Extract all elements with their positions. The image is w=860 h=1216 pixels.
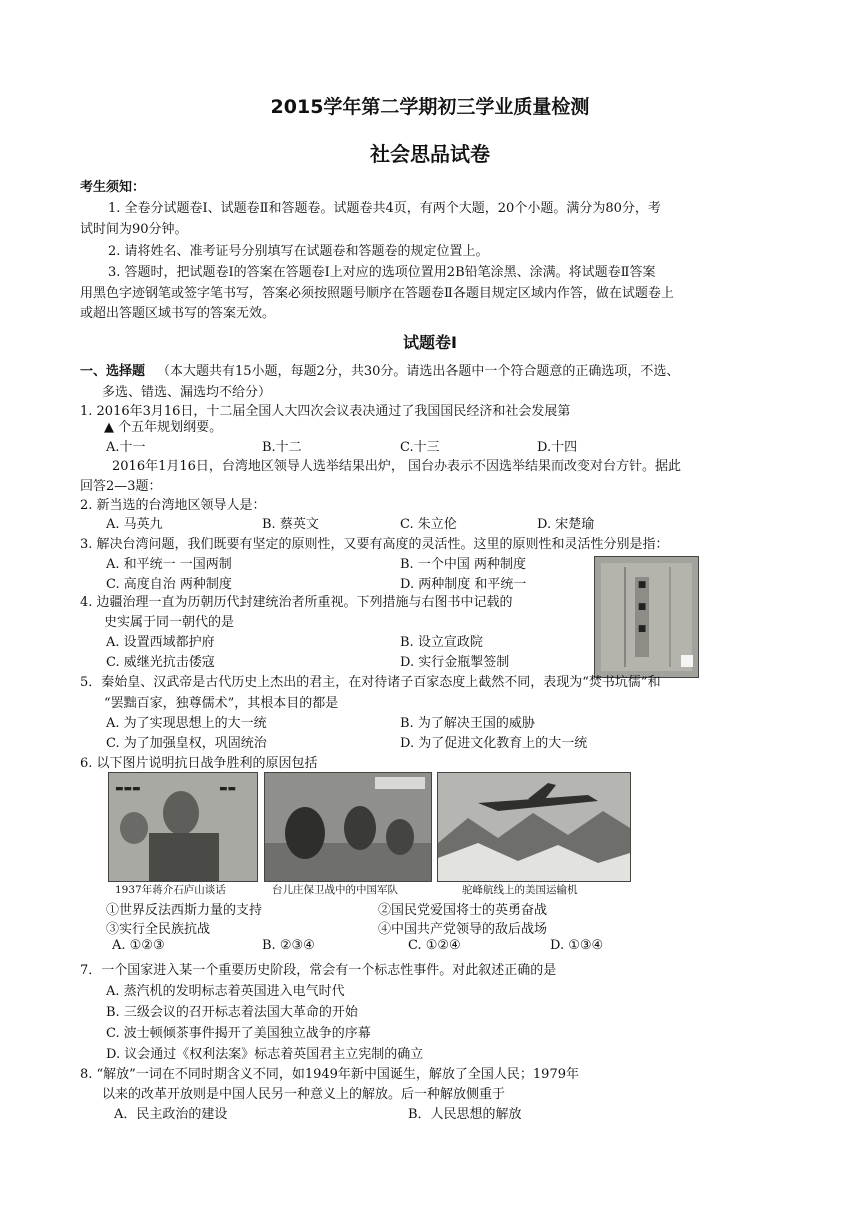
photo-taierzhuang-graphic bbox=[265, 773, 431, 881]
q8-option-a: A．民主政治的建设 bbox=[114, 1107, 228, 1122]
notice-item-3-cont: 用黑色字迹钢笔或签字笔书写，答案必须按照题号顺序在答题卷Ⅱ各题目规定区域内作答，做在试题卷上 bbox=[80, 286, 674, 301]
q6-stem: 6. 以下图片说明抗日战争胜利的原因包括 bbox=[80, 756, 318, 771]
q8-stem: 8. “解放”一词在不同时期含义不同，如1949年新中国诞生，解放了全国人民；1979年 bbox=[80, 1067, 579, 1082]
q2-option-c: C. 朱立伦 bbox=[400, 517, 457, 532]
q7-option-c: C. 波士顿倾茶事件揭开了美国独立战争的序幕 bbox=[106, 1026, 371, 1041]
material-line-2: 回答2—3题： bbox=[80, 479, 162, 494]
q4-option-d: D. 实行金瓶掣签制 bbox=[400, 655, 510, 670]
q6-option-c: C. ①②④ bbox=[408, 938, 461, 953]
q6-item-2: ②国民党爱国将士的英勇奋战 bbox=[378, 903, 548, 918]
part1-desc: （本大题共有15小题，每题2分，共30分。请选出各题中一个符合题意的正确选项，不选、 bbox=[157, 364, 680, 379]
q3-stem: 3. 解决台湾问题，我们既要有坚定的原则性，又要有高度的灵活性。这里的原则性和灵活性分别是指： bbox=[80, 537, 669, 552]
q1-option-b: B.十二 bbox=[262, 440, 302, 455]
q5-stem-cont: “罢黜百家，独尊儒术”，其根本目的都是 bbox=[104, 696, 339, 711]
photo-hump-graphic bbox=[438, 773, 630, 881]
notice-item-1: 1. 全卷分试题卷Ⅰ、试题卷Ⅱ和答题卷。试题卷共4页，有两个大题，20个小题。满分为80分，考 bbox=[108, 201, 661, 216]
q7-option-d: D. 议会通过《权利法案》标志着英国君主立宪制的确立 bbox=[106, 1047, 424, 1062]
svg-text:■: ■ bbox=[637, 602, 647, 612]
q2-option-a: A. 马英九 bbox=[106, 517, 163, 532]
page-subtitle: 社会思品试卷 bbox=[370, 142, 490, 166]
notice-item-1-cont: 试时间为90分钟。 bbox=[80, 222, 188, 237]
q1-stem: 1. 2016年3月16日，十二届全国人大四次会议表决通过了我国国民经济和社会发展第 bbox=[80, 404, 571, 419]
q1-option-a: A.十一 bbox=[106, 440, 146, 455]
q3-option-a: A. 和平统一 一国两制 bbox=[106, 557, 232, 572]
photo-caption-3: 驼峰航线上的美国运输机 bbox=[462, 884, 578, 896]
q6-option-d: D. ①③④ bbox=[550, 938, 604, 953]
part1-label: 一、选择题 bbox=[80, 364, 146, 379]
svg-text:■: ■ bbox=[637, 624, 647, 634]
part1-desc-cont: 多选、错选、漏选均不给分） bbox=[102, 385, 272, 400]
photo-hump-route bbox=[437, 772, 631, 882]
photo-taierzhuang bbox=[264, 772, 432, 882]
photo-caption-2: 台儿庄保卫战中的中国军队 bbox=[272, 884, 398, 896]
svg-text:▬▬: ▬▬ bbox=[219, 784, 237, 794]
photo-chiang-graphic bbox=[109, 773, 257, 881]
section-title: 试题卷Ⅰ bbox=[403, 333, 457, 352]
q4-option-a: A. 设置西域都护府 bbox=[106, 635, 215, 650]
notice-item-3-cont2: 或超出答题区域书写的答案无效。 bbox=[80, 306, 276, 321]
q1-option-d: D.十四 bbox=[537, 440, 578, 455]
q4-option-c: C. 威继光抗击倭寇 bbox=[106, 655, 215, 670]
svg-text:▬▬▬: ▬▬▬ bbox=[115, 784, 141, 794]
photo-chiang-lushan bbox=[108, 772, 258, 882]
q7-option-a: A. 蒸汽机的发明标志着英国进入电气时代 bbox=[106, 984, 345, 999]
q7-stem: 7．一个国家进入某一个重要历史阶段，常会有一个标志性事件。对此叙述正确的是 bbox=[80, 963, 557, 978]
q2-option-d: D. 宋楚瑜 bbox=[537, 517, 595, 532]
book-cover-graphic bbox=[595, 557, 698, 677]
q6-option-b: B. ②③④ bbox=[262, 938, 315, 953]
q1-stem-cont: ▲ 个五年规划纲要。 bbox=[104, 420, 223, 435]
q6-item-3: ③实行全民族抗战 bbox=[106, 922, 211, 937]
q5-stem: 5．秦始皇、汉武帝是古代历史上杰出的君主，在对待诸子百家态度上截然不同，表现为“焚书坑儒”和 bbox=[80, 675, 661, 690]
page-title: 2015学年第二学期初三学业质量检测 bbox=[270, 96, 590, 118]
q4-stem: 4. 边疆治理一直为历朝历代封建统治者所重视。下列措施与右图书中记载的 bbox=[80, 595, 513, 610]
photo-caption-1: 1937年蒋介石庐山谈话 bbox=[115, 884, 226, 896]
notice-heading: 考生须知： bbox=[80, 180, 146, 195]
q6-option-a: A. ①②③ bbox=[112, 938, 165, 953]
q2-stem: 2. 新当选的台湾地区领导人是： bbox=[80, 498, 266, 513]
q4-option-b: B. 设立宣政院 bbox=[400, 635, 483, 650]
q4-stem-cont: 史实属于同一朝代的是 bbox=[104, 615, 235, 630]
q6-item-4: ④中国共产党领导的敌后战场 bbox=[378, 922, 548, 937]
material-line-1: 2016年1月16日，台湾地区领导人选举结果出炉， 国台办表示不因选举结果而改变对台方针。据此 bbox=[112, 459, 682, 474]
q6-item-1: ①世界反法西斯力量的支持 bbox=[106, 903, 263, 918]
q7-option-b: B. 三级会议的召开标志着法国大革命的开始 bbox=[106, 1005, 358, 1020]
q3-option-b: B. 一个中国 两种制度 bbox=[400, 557, 526, 572]
book-cover-image bbox=[594, 556, 699, 678]
q8-stem-cont: 以来的改革开放则是中国人民另一种意义上的解放。后一种解放侧重于 bbox=[102, 1087, 506, 1102]
q3-option-c: C. 高度自治 两种制度 bbox=[106, 577, 232, 592]
q2-option-b: B. 蔡英文 bbox=[262, 517, 319, 532]
notice-item-3: 3. 答题时，把试题卷Ⅰ的答案在答题卷Ⅰ上对应的选项位置用2B铅笔涂黑、涂满。将试题卷Ⅱ答案 bbox=[108, 265, 656, 280]
q8-option-b: B．人民思想的解放 bbox=[408, 1107, 522, 1122]
notice-item-2: 2. 请将姓名、准考证号分别填写在试题卷和答题卷的规定位置上。 bbox=[108, 244, 489, 259]
q5-option-c: C. 为了加强皇权，巩固统治 bbox=[106, 736, 267, 751]
q5-option-a: A. 为了实现思想上的大一统 bbox=[106, 716, 267, 731]
svg-text:■: ■ bbox=[637, 580, 647, 590]
q1-option-c: C.十三 bbox=[400, 440, 440, 455]
q3-option-d: D. 两种制度 和平统一 bbox=[400, 577, 527, 592]
q5-option-b: B. 为了解决王国的威胁 bbox=[400, 716, 535, 731]
q5-option-d: D. 为了促进文化教育上的大一统 bbox=[400, 736, 588, 751]
